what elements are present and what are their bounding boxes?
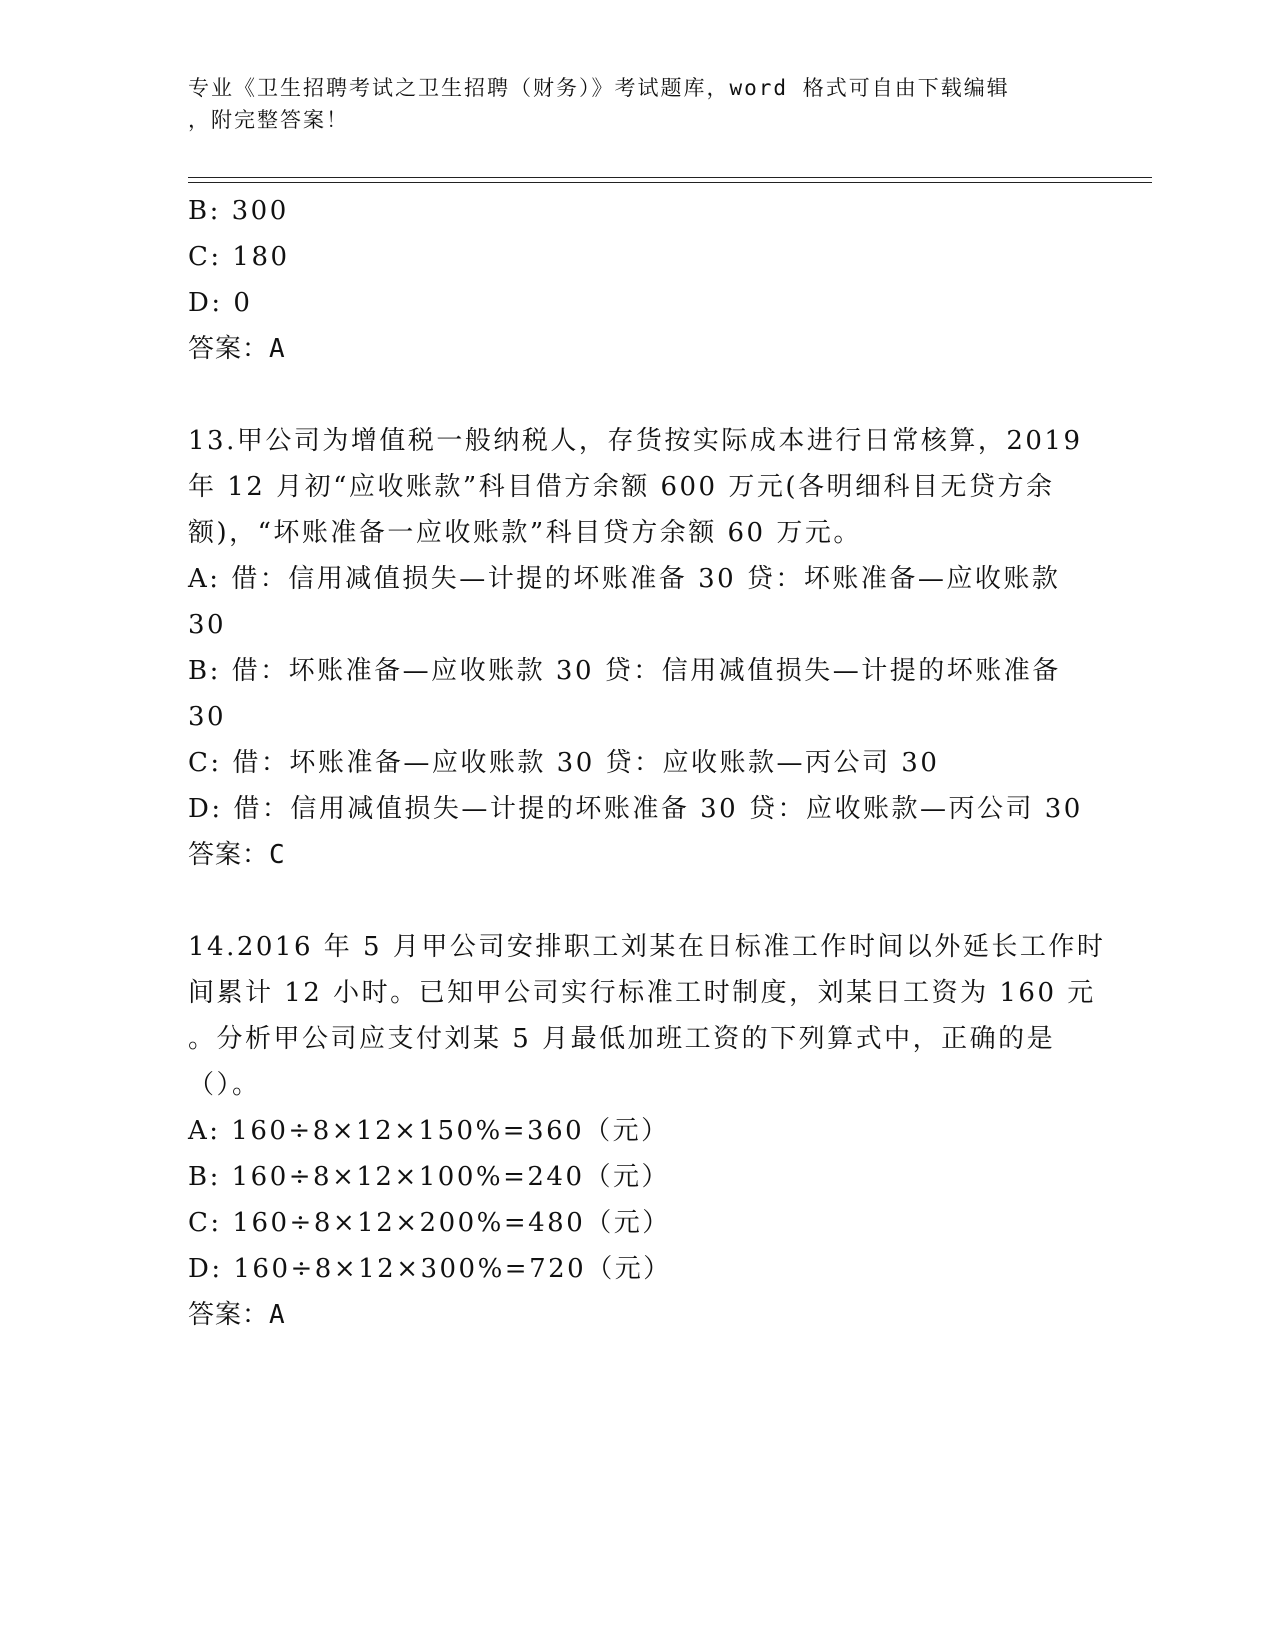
document-body xyxy=(188,188,1106,1338)
question-14 xyxy=(188,924,1106,1338)
header-line-2: ，附完整答案！ xyxy=(188,108,349,132)
header-divider-bottom xyxy=(188,182,1152,183)
answer: 答案：A xyxy=(188,334,286,364)
document-header xyxy=(188,72,1088,136)
option-a-continued: 30 xyxy=(188,610,227,640)
question-text-line: 。分析甲公司应支付刘某 5 月最低加班工资的下列算式中，正确的是 xyxy=(188,1024,1056,1054)
question-text-line: 13.甲公司为增值税一般纳税人，存货按实际成本进行日常核算，2019 xyxy=(188,426,1083,456)
spacer xyxy=(188,372,1088,418)
option-b: B: 300 xyxy=(188,196,289,226)
spacer xyxy=(188,878,1088,924)
question-text-line: 额)，“坏账准备一应收账款”科目贷方余额 60 万元。 xyxy=(188,518,862,548)
option-c: C: 160÷8×12×200%=480（元） xyxy=(188,1208,671,1238)
option-b: B: 160÷8×12×100%=240（元） xyxy=(188,1162,670,1192)
header-divider-top xyxy=(188,177,1152,178)
option-a: A: 160÷8×12×150%=360（元） xyxy=(188,1116,670,1146)
answer: 答案：A xyxy=(188,1300,286,1330)
option-b-continued: 30 xyxy=(188,702,227,732)
question-text-line: 14.2016 年 5 月甲公司安排职工刘某在日标准工作时间以外延长工作时 xyxy=(188,932,1106,962)
option-c: C: 借：坏账准备—应收账款 30 贷：应收账款—丙公司 30 xyxy=(188,748,940,778)
header-line-1: 专业《卫生招聘考试之卫生招聘（财务）》考试题库，word 格式可自由下载编辑 xyxy=(188,76,1010,100)
question-text-line: 年 12 月初“应收账款”科目借方余额 600 万元(各明细科目无贷方余 xyxy=(188,472,1055,502)
option-d: D: 160÷8×12×300%=720（元） xyxy=(188,1254,672,1284)
option-b: B: 借：坏账准备—应收账款 30 贷：信用减值损失—计提的坏账准备 xyxy=(188,656,1061,686)
answer: 答案：C xyxy=(188,840,286,870)
option-d: D: 借：信用减值损失—计提的坏账准备 30 贷：应收账款—丙公司 30 xyxy=(188,794,1083,824)
option-d: D: 0 xyxy=(188,288,253,318)
previous-question xyxy=(188,188,1088,372)
option-c: C: 180 xyxy=(188,242,290,272)
question-13 xyxy=(188,418,1088,878)
question-text-line: 间累计 12 小时。已知甲公司实行标准工时制度，刘某日工资为 160 元 xyxy=(188,978,1096,1008)
question-text-line: （）。 xyxy=(188,1070,261,1100)
option-a: A: 借：信用减值损失—计提的坏账准备 30 贷：坏账准备—应收账款 xyxy=(188,564,1061,594)
